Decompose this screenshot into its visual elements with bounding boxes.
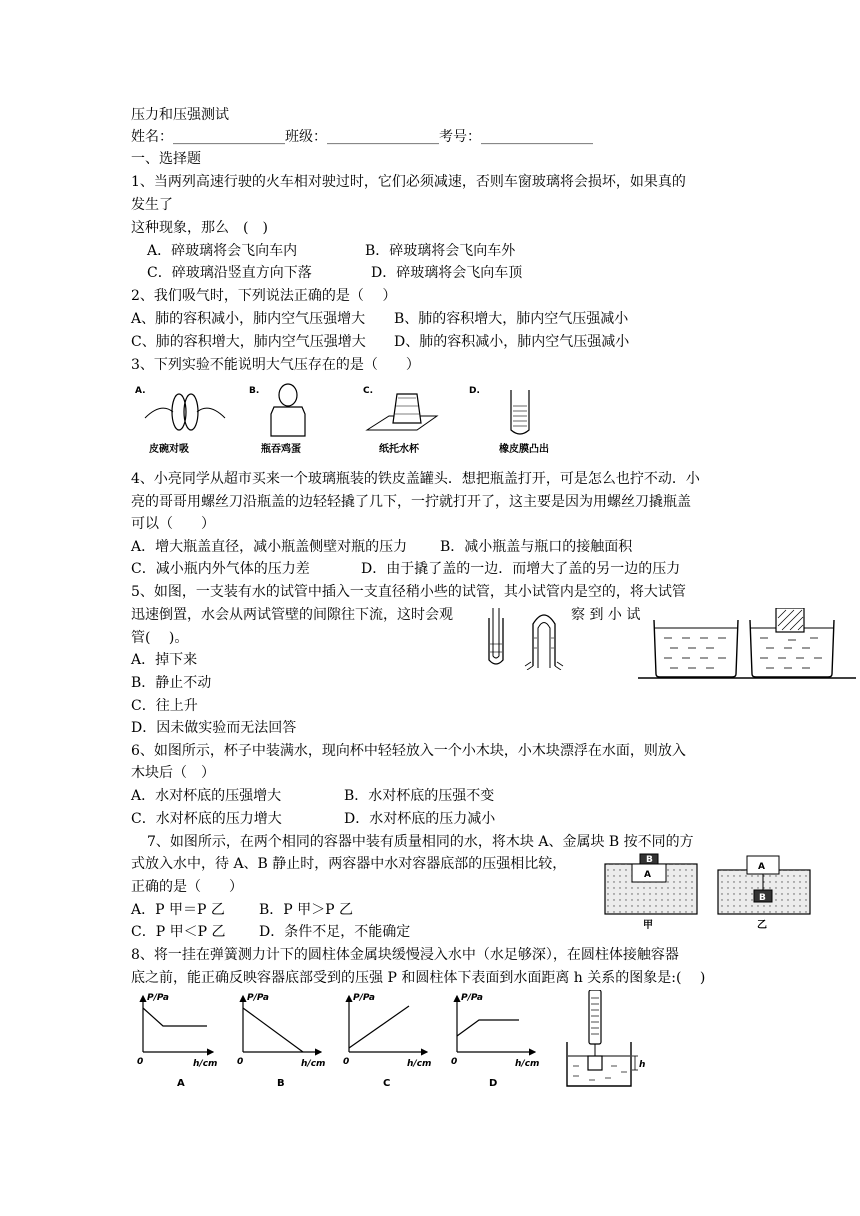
- q8-graph-c: [343, 993, 431, 1089]
- q5-stem-line2b: 察 到 小 试: [571, 607, 641, 623]
- q2-option-c: C、肺的容积增大，肺内空气压强增大: [131, 334, 366, 350]
- name-blank[interactable]: ________________: [173, 129, 285, 145]
- svg-text:A: A: [177, 1078, 185, 1089]
- svg-text:P/Pa: P/Pa: [247, 993, 269, 1003]
- name-label: 姓名：: [131, 129, 173, 145]
- q8-graph-d-curve: [457, 1020, 519, 1036]
- q4-option-c: C．减小瓶内外气体的压力差: [131, 561, 310, 577]
- q6-option-a: A．水对杯底的压强增大: [131, 788, 282, 804]
- id-blank[interactable]: ________________: [481, 129, 593, 145]
- q7-option-c: C．P 甲＜P 乙: [131, 924, 226, 940]
- q3-stem: 3、下列实验不能说明大气压存在的是（ ）: [131, 357, 420, 373]
- svg-text:0: 0: [343, 1057, 350, 1067]
- q3-fig-c-cup: [393, 394, 421, 423]
- q1-option-b: B．碎玻璃将会飞向车外: [365, 243, 516, 259]
- q3-fig-a-caption: 皮碗对吸: [149, 444, 189, 455]
- q5-stem-line1: 5、如图，一支装有水的试管中插入一支直径稍小些的试管，其小试管内是空的，将大试管: [131, 584, 686, 600]
- q7-option-a: A．P 甲＝P 乙: [131, 902, 225, 918]
- student-info-line: [131, 126, 593, 148]
- q2-option-d: D、肺的容积减小，肺内空气压强减小: [394, 334, 630, 350]
- q7-label-jia: 甲: [643, 920, 653, 930]
- q6-option-b: B．水对杯底的压强不变: [344, 788, 495, 804]
- q5-stem-line3: 管( )。: [131, 630, 189, 646]
- svg-text:h: h: [639, 1060, 646, 1070]
- class-label: 班级：: [285, 129, 327, 145]
- svg-text:P/Pa: P/Pa: [461, 993, 483, 1003]
- q6-stem-line2: 木块后（ ）: [131, 765, 215, 781]
- q3-fig-d-caption: 橡皮膜凸出: [499, 444, 549, 455]
- q3-fig-b-letter: B.: [249, 386, 260, 396]
- q4-stem-line2: 亮的哥哥用螺丝刀沿瓶盖的边轻轻撬了几下，一拧就打开了，这主要是因为用螺丝刀撬瓶盖: [131, 494, 691, 510]
- q5-option-a: A．掉下来: [131, 652, 198, 668]
- q6-water-right: [760, 638, 822, 668]
- id-label: 考号：: [439, 129, 481, 145]
- q8-graph-a: [137, 993, 217, 1089]
- q7-label-a-yi: A: [758, 862, 765, 872]
- q1-stem-line2: 发生了: [131, 197, 173, 213]
- svg-text:0: 0: [137, 1057, 144, 1067]
- svg-text:0: 0: [237, 1057, 244, 1067]
- q3-fig-a-string-left: [145, 408, 173, 418]
- q3-fig-c-caption: 纸托水杯: [379, 444, 419, 455]
- page-title: 压力和压强测试: [131, 107, 229, 123]
- q4-stem-line1: 4、小亮同学从超市买来一个玻璃瓶装的铁皮盖罐头．想把瓶盖打开，可是怎么也拧不动．小: [131, 471, 700, 487]
- q3-fig-a-string-right: [197, 408, 225, 418]
- q5-figure-test-tubes: [483, 604, 573, 670]
- q5-stem-line2a: 迅速倒置，水会从两试管壁的间隙往下流，这时会观: [131, 607, 453, 623]
- q4-option-b: B．减小瓶盖与瓶口的接触面积: [440, 539, 633, 555]
- q5-option-c: C．往上升: [131, 698, 198, 714]
- section-heading: 一、选择题: [131, 151, 201, 167]
- q7-stem-line3: 正确的是（ ）: [131, 879, 243, 895]
- q2-option-a: A、肺的容积减小，肺内空气压强增大: [131, 311, 366, 327]
- q4-option-d: D．由于撬了盖的一边．而增大了盖的另一边的压力: [361, 561, 681, 577]
- q7-label-a-jia: A: [644, 870, 651, 880]
- svg-text:0: 0: [451, 1057, 458, 1067]
- svg-text:P/Pa: P/Pa: [353, 993, 375, 1003]
- q4-stem-line3: 可以（ ）: [131, 516, 215, 532]
- q7-stem-line1: 7、如图所示，在两个相同的容器中装有质量相同的水，将木块 A、金属块 B 按不同的方: [147, 834, 694, 850]
- q6-option-d: D．水对杯底的压力减小: [344, 811, 496, 827]
- q8-cylinder: [588, 1056, 602, 1070]
- q3-fig-a-letter: A.: [135, 386, 146, 396]
- svg-text:h/cm: h/cm: [301, 1059, 326, 1069]
- q6-option-c: C．水对杯底的压力增大: [131, 811, 282, 827]
- q8-stem-line1: 8、将一挂在弹簧测力计下的圆柱体金属块缓慢浸入水中（水足够深），在圆柱体接触容器: [131, 947, 679, 963]
- svg-text:C: C: [383, 1078, 391, 1089]
- q8-graph-b-curve: [243, 1008, 303, 1052]
- q3-fig-d-letter: D.: [469, 386, 480, 396]
- q5-option-d: D．因未做实验而无法回答: [131, 720, 297, 736]
- svg-text:B: B: [277, 1078, 285, 1089]
- q7-option-b: B．P 甲＞P 乙: [259, 902, 354, 918]
- q3-fig-b-caption: 瓶吞鸡蛋: [261, 444, 301, 455]
- svg-text:h/cm: h/cm: [407, 1059, 432, 1069]
- svg-text:D: D: [489, 1078, 498, 1089]
- q1-option-c: C．碎玻璃沿竖直方向下落: [147, 265, 312, 281]
- q7-option-d: D．条件不足，不能确定: [259, 924, 411, 940]
- q3-fig-c-letter: C.: [363, 386, 374, 396]
- q2-option-b: B、肺的容积增大，肺内空气压强减小: [394, 311, 629, 327]
- q6-figure-beakers: [638, 608, 856, 682]
- q3-figures: [131, 380, 551, 460]
- q8-graph-a-curve: [143, 1008, 207, 1026]
- q1-stem-line1: 1、当两列高速行驶的火车相对驶过时，它们必须减速，否则车窗玻璃将会损坏，如果真的: [131, 174, 686, 190]
- q8-graphs: [131, 990, 661, 1090]
- svg-text:h/cm: h/cm: [193, 1059, 218, 1069]
- q3-fig-b-bottle: [271, 407, 305, 436]
- q4-option-a: A．增大瓶盖直径，减小瓶盖侧壁对瓶的压力: [131, 539, 408, 555]
- q2-stem: 2、我们吸气时，下列说法正确的是（ ）: [131, 288, 397, 304]
- q8-spring-scale-setup: [567, 990, 645, 1086]
- q3-fig-b-egg: [279, 384, 297, 406]
- class-blank[interactable]: ________________: [327, 129, 439, 145]
- q6-water-left: [664, 638, 726, 668]
- q6-stem-line1: 6、如图所示，杯子中装满水，现向杯中轻轻放入一个小木块，小木块漂浮在水面，则放入: [131, 743, 686, 759]
- q1-option-d: D．碎玻璃将会飞向车顶: [371, 265, 523, 281]
- svg-text:P/Pa: P/Pa: [147, 993, 169, 1003]
- q7-label-b-jia: B: [646, 855, 653, 865]
- q8-graph-d: [451, 993, 539, 1089]
- q3-fig-d-tube: [511, 390, 529, 434]
- q8-stem-line2: 底之前，能正确反映容器底部受到的压强 P 和圆柱体下表面到水面距离 h 关系的图象是:( ): [131, 970, 706, 986]
- q7-label-b-yi: B: [759, 893, 766, 903]
- q1-option-a: A．碎玻璃将会飞向车内: [147, 243, 298, 259]
- q7-label-yi: 乙: [757, 920, 767, 930]
- q8-graph-c-curve: [349, 1006, 409, 1048]
- q7-stem-line2: 式放入水中，待 A、B 静止时，两容器中水对容器底部的压强相比较，: [131, 856, 567, 872]
- q8-graph-b: [237, 993, 325, 1089]
- q5-option-b: B．静止不动: [131, 675, 212, 691]
- svg-text:h/cm: h/cm: [515, 1059, 540, 1069]
- q7-figure-containers: [600, 850, 820, 930]
- q1-stem-line3: 这种现象，那么 ( ): [131, 220, 268, 236]
